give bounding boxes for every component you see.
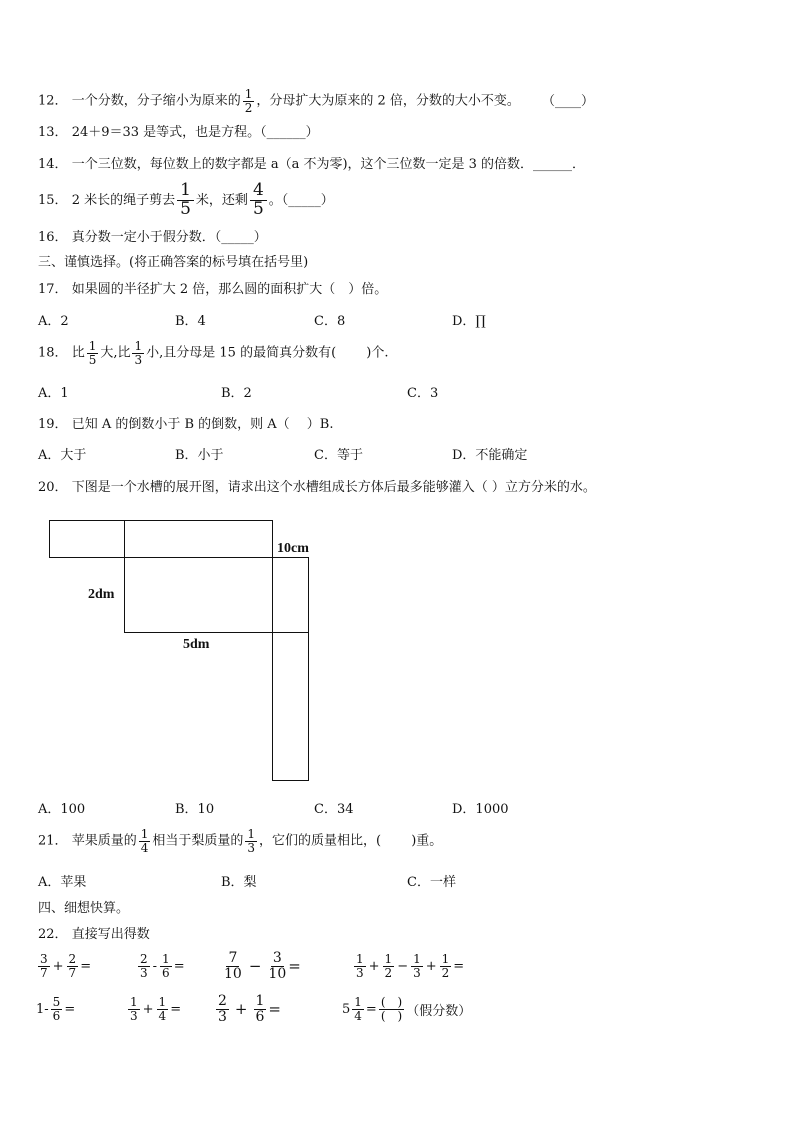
question-12 xyxy=(38,88,594,114)
question-text: 一个分数，分子缩小为原来的 xyxy=(71,93,241,109)
question-text: 直接写出得数 xyxy=(71,927,150,942)
question-text: 下图是一个水槽的展开图，请求出这个水槽组成长方体后最多能够灌入（ ）立方分米的水。 xyxy=(71,480,596,495)
label-10cm: 10cm xyxy=(277,541,309,556)
expression: $\frac{1}{3}$ + $\frac{1}{4}$ = xyxy=(130,995,182,1023)
question-text: 一个三位数，每位数上的数字都是 a（a 不为零)，这个三位数一定是 3 的倍数．______． xyxy=(71,157,586,172)
fraction: $\frac{1}{3}$ xyxy=(247,827,255,855)
option-a[interactable]: A．1 xyxy=(38,386,69,401)
expression: $\frac{3}{7}$ + $\frac{2}{7}$ = xyxy=(40,952,92,980)
option-c[interactable]: C．8 xyxy=(314,314,346,329)
question-14 xyxy=(38,158,585,171)
question-text: 米，还剩 xyxy=(195,192,248,208)
section-heading: 三、谨慎选择。(将正确答案的标号填在括号里) xyxy=(38,255,309,270)
question-number: 22． xyxy=(38,927,68,942)
net-face-right-top xyxy=(272,557,309,633)
label-2dm: 2dm xyxy=(88,587,115,602)
option-a[interactable]: A．苹果 xyxy=(38,875,87,890)
question-number: 20． xyxy=(38,480,68,495)
option-b[interactable]: B．4 xyxy=(175,314,206,329)
option-d[interactable]: D．不能确定 xyxy=(452,448,528,463)
question-text: 已知 A 的倒数小于 B 的倒数，则 A（ ）B. xyxy=(71,417,334,432)
question-text: 。（_____） xyxy=(268,192,334,208)
answer-blank[interactable]: $\frac{( )}{( )}$ xyxy=(380,995,403,1023)
question-text: 2 米长的绳子剪去 xyxy=(71,192,176,208)
option-c[interactable]: C．等于 xyxy=(314,448,363,463)
option-a[interactable]: A．2 xyxy=(38,314,69,329)
question-18 xyxy=(38,340,388,366)
question-text: ，它们的质量相比，( )重。 xyxy=(259,833,443,849)
question-text: 大,比 xyxy=(100,345,131,361)
question-text: 苹果质量的 xyxy=(71,833,137,849)
net-face-left xyxy=(49,520,125,558)
question-17 xyxy=(38,283,387,296)
option-b[interactable]: B．2 xyxy=(221,386,252,401)
option-d[interactable]: D．∏ xyxy=(452,314,486,329)
question-number: 13． xyxy=(38,125,68,140)
question-text: 小,且分母是 15 的最简真分数有( )个. xyxy=(146,345,389,361)
question-19 xyxy=(38,418,334,431)
question-number: 18． xyxy=(38,345,68,361)
option-b[interactable]: B．梨 xyxy=(221,875,257,890)
option-d[interactable]: D．1000 xyxy=(452,802,509,817)
question-22 xyxy=(38,928,150,941)
fraction: $\frac{1}{2}$ xyxy=(244,87,253,115)
net-face-top xyxy=(124,520,273,558)
answer-blank[interactable]: （____） xyxy=(542,93,595,109)
option-c[interactable]: C．3 xyxy=(407,386,439,401)
question-number: 15． xyxy=(38,192,68,208)
question-number: 12． xyxy=(38,93,68,109)
question-text: 比 xyxy=(71,345,85,361)
fraction: $\frac{1}{5}$ xyxy=(177,182,194,219)
question-number: 21． xyxy=(38,833,68,849)
expression: 5 $\frac{1}{4}$ = $\frac{( )}{( )}$ （假分数） xyxy=(342,995,472,1023)
fraction: $\frac{1}{5}$ xyxy=(88,339,97,367)
question-20 xyxy=(38,481,596,494)
question-16 xyxy=(38,231,267,244)
option-b[interactable]: B．10 xyxy=(175,802,215,817)
question-text: 相当于梨质量的 xyxy=(152,833,244,849)
net-face-right-bottom xyxy=(272,632,309,781)
option-a[interactable]: A．大于 xyxy=(38,448,87,463)
expression: 1- $\frac{5}{6}$ = xyxy=(36,995,76,1023)
question-text: 真分数一定小于假分数．（_____） xyxy=(71,230,267,245)
net-face-base xyxy=(124,557,273,633)
question-15 xyxy=(38,182,334,219)
question-text: 如果圆的半径扩大 2 倍，那么圆的面积扩大（ ）倍。 xyxy=(71,282,388,297)
label-5dm: 5dm xyxy=(183,637,210,652)
option-c[interactable]: C．34 xyxy=(314,802,354,817)
expression: $\frac{1}{3}$ + $\frac{1}{2}$ − $\frac{1}{3}$ + $\frac{1}{2}$ = xyxy=(356,952,465,980)
expression: $\frac{2}{3}$ - $\frac{1}{6}$ = xyxy=(140,952,185,980)
expression: $\frac{7}{10}$ − $\frac{3}{10}$ = xyxy=(224,950,301,982)
question-number: 17． xyxy=(38,282,68,297)
fraction: $\frac{1}{3}$ xyxy=(134,339,143,367)
question-number: 14． xyxy=(38,157,68,172)
question-text: 24＋9＝33 是等式，也是方程。（______） xyxy=(71,125,319,140)
expression: $\frac{2}{3}$ + $\frac{1}{6}$ = xyxy=(218,993,281,1025)
fraction: $\frac{1}{4}$ xyxy=(140,827,149,855)
question-13 xyxy=(38,126,319,139)
option-a[interactable]: A．100 xyxy=(38,802,86,817)
question-21 xyxy=(38,828,442,854)
option-c[interactable]: C．一样 xyxy=(407,875,456,890)
section-heading: 四、细想快算。 xyxy=(38,901,130,916)
option-b[interactable]: B．小于 xyxy=(175,448,224,463)
question-text: ，分母扩大为原来的 2 倍，分数的大小不变。 xyxy=(256,93,520,109)
question-number: 19． xyxy=(38,417,68,432)
fraction: $\frac{4}{5}$ xyxy=(250,182,267,219)
question-number: 16． xyxy=(38,230,68,245)
